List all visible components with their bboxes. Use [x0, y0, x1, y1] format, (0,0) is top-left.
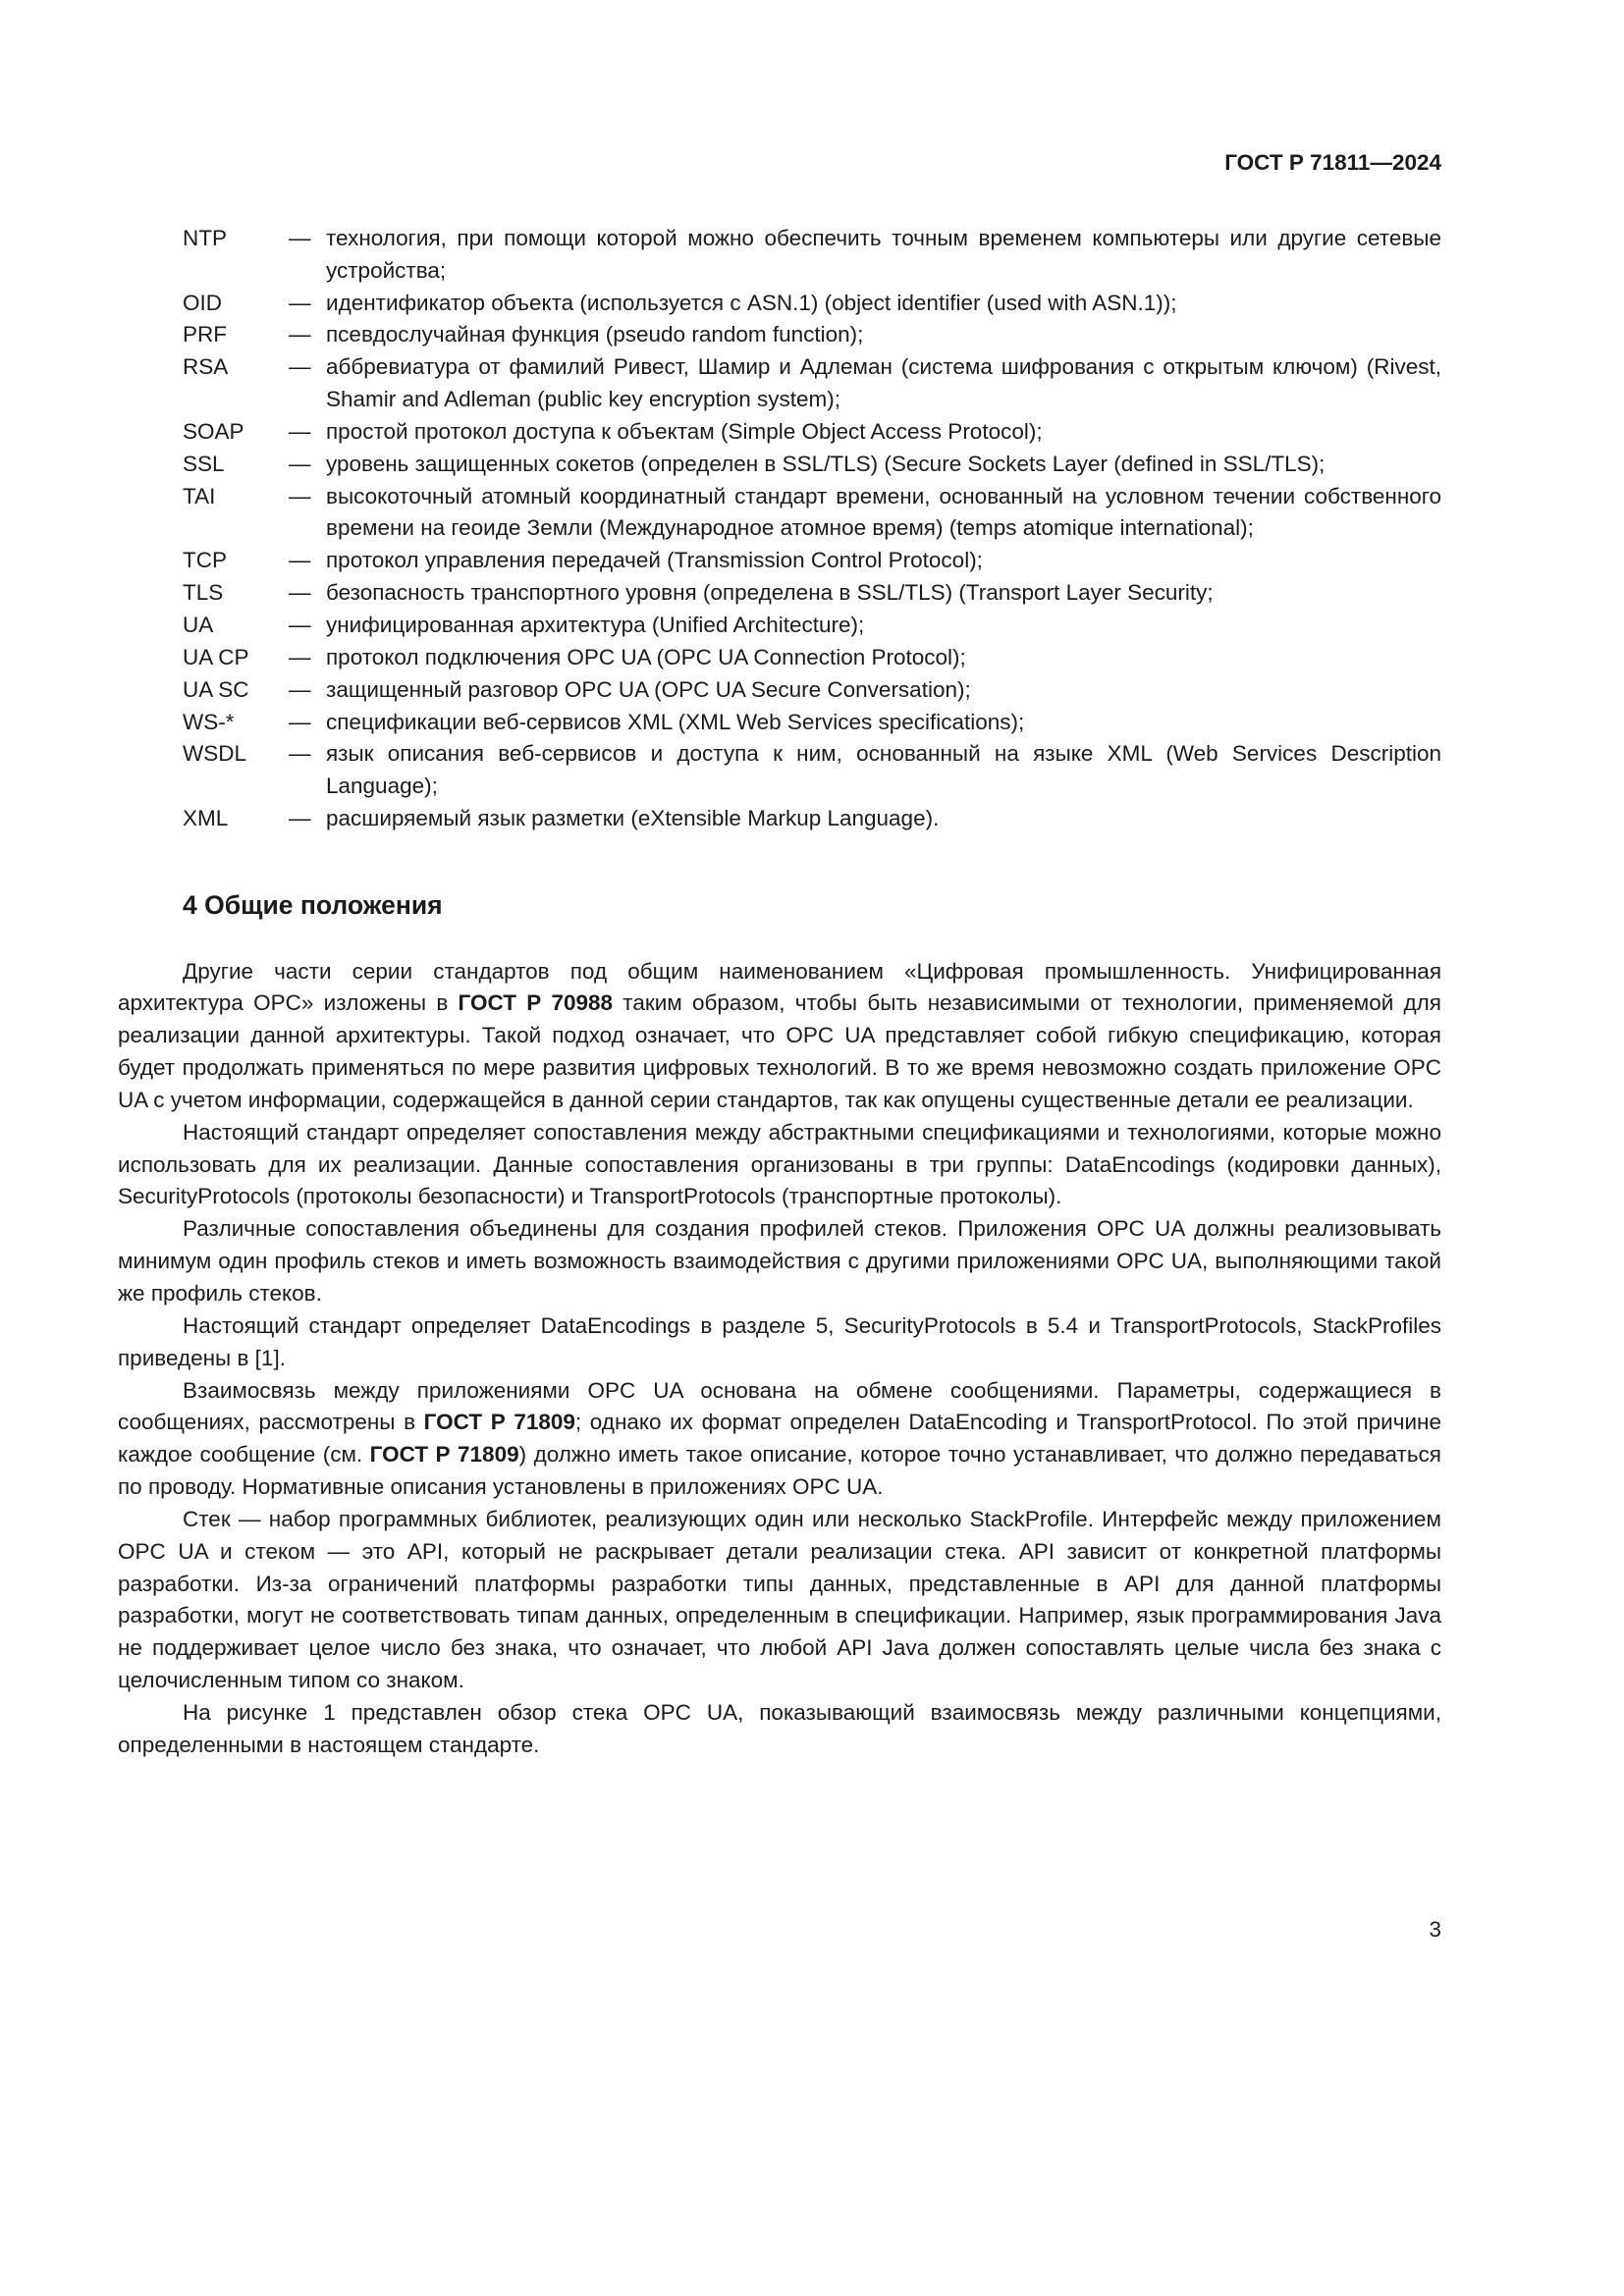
section-heading: 4 Общие положения [183, 889, 443, 920]
abbreviation-row [118, 351, 1441, 416]
paragraph [118, 1375, 1441, 1504]
abbreviation-definition: простой протокол доступа к объектам (Simple Object Access Protocol); [326, 418, 1043, 444]
paragraph [118, 1697, 1441, 1762]
dash-separator: — [289, 612, 311, 637]
abbreviation-term: SOAP [183, 418, 244, 444]
abbreviation-definition: унифицированная архитектура (Unified Architecture); [326, 612, 865, 637]
abbreviation-row [118, 449, 1441, 481]
abbreviation-definition: язык описания веб-сервисов и доступа к ним, основанный на языке XML (Web Services Description Language); [326, 741, 1441, 799]
abbreviation-term: TAI [183, 483, 216, 508]
dash-separator: — [289, 290, 311, 315]
abbreviation-row [118, 738, 1441, 803]
abbreviation-row [118, 545, 1441, 577]
paragraph [118, 1117, 1441, 1214]
paragraph-text: ; однако их формат определен DataEncoding и TransportProtocol. По этой причине каждое сообщение (см. [118, 1410, 1441, 1468]
abbreviation-term: PRF [183, 322, 227, 347]
abbreviation-term: RSA [183, 354, 229, 380]
document-number: ГОСТ Р 71811—2024 [1224, 150, 1441, 175]
abbreviation-definition: спецификации веб-сервисов XML (XML Web Services specifications); [326, 709, 1025, 734]
dash-separator: — [289, 644, 311, 669]
abbreviation-term: UA [183, 612, 214, 637]
paragraph-text: ) должно иметь такое описание, которое точно устанавливает, что должно передаваться по проводу. Нормативные описания установлены в приложениях OPC UA. [118, 1442, 1441, 1500]
paragraphs [118, 956, 1441, 1762]
abbreviation-row [118, 416, 1441, 449]
abbreviation-definition: псевдослучайная функция (pseudo random function); [326, 322, 864, 347]
paragraph [118, 1310, 1441, 1375]
dash-separator: — [289, 354, 311, 380]
abbreviation-row [118, 674, 1441, 707]
standard-reference: ГОСТ Р 71809 [423, 1410, 575, 1435]
paragraph-text: Различные сопоставления объединены для создания профилей стеков. Приложения OPC UA должны реализовывать минимум один профиль стеков и иметь возможность взаимодействия с другими приложениями OPC UA, выполняющими такой же профиль стеков. [118, 1216, 1441, 1306]
dash-separator: — [289, 548, 311, 573]
abbreviation-term: SSL [183, 451, 225, 476]
abbreviation-definition: расширяемый язык разметки (eXtensible Markup Language). [326, 806, 940, 831]
abbreviation-term: XML [183, 806, 229, 831]
abbreviation-row [118, 707, 1441, 739]
dash-separator: — [289, 709, 311, 734]
abbreviation-term: UA CP [183, 644, 249, 669]
abbreviation-definition: уровень защищенных сокетов (определен в SSL/TLS) (Secure Sockets Layer (defined in SSL/TLS); [326, 451, 1326, 476]
paragraph [118, 1504, 1441, 1697]
abbreviation-definition: идентификатор объекта (используется с ASN.1) (object identifier (used with ASN.1)); [326, 290, 1177, 315]
dash-separator: — [289, 676, 311, 702]
abbreviation-row [118, 223, 1441, 288]
abbreviation-term: TLS [183, 580, 224, 606]
paragraph-text: Взаимосвязь между приложениями OPC UA основана на обмене сообщениями. Параметры, содержащиеся в сообщениях, рассмотрены в [118, 1377, 1441, 1435]
paragraph [118, 956, 1441, 1117]
standard-reference: ГОСТ Р 71809 [369, 1442, 519, 1468]
paragraph-text: Настоящий стандарт определяет сопоставления между абстрактными спецификациями и технологиями, которые можно использовать для их реализации. Данные сопоставления организованы в три группы: DataEncodings (кодировки данных), SecurityProtocols (протоколы безопасности) и TransportProtocols (транспортные протоколы). [118, 1119, 1441, 1209]
dash-separator: — [289, 451, 311, 476]
abbreviation-row [118, 319, 1441, 351]
dash-separator: — [289, 806, 311, 831]
standard-reference: ГОСТ Р 70988 [458, 990, 614, 1016]
abbreviation-definition: протокол подключения OPC UA (OPC UA Connection Protocol); [326, 644, 966, 669]
abbreviation-definition: высокоточный атомный координатный стандарт времени, основанный на условном течении собственного времени на геоиде Земли (Международное атомное время) (temps atomique international); [326, 483, 1441, 541]
abbreviation-row [118, 288, 1441, 320]
paragraph-text: На рисунке 1 представлен обзор стека OPC UA, показывающий взаимосвязь между различными концепциями, определенными в настоящем стандарте. [118, 1699, 1441, 1757]
abbreviation-row [118, 642, 1441, 674]
dash-separator: — [289, 418, 311, 444]
abbreviation-row [118, 803, 1441, 835]
paragraph-text: Другие части серии стандартов под общим наименованием «Цифровая промышленность. Унифицированная архитектура OPC» изложены в [118, 958, 1441, 1016]
dash-separator: — [289, 225, 311, 250]
abbreviation-definition: безопасность транспортного уровня (определена в SSL/TLS) (Transport Layer Security; [326, 580, 1214, 606]
abbreviation-row [118, 577, 1441, 610]
abbreviation-definition: защищенный разговор OPC UA (OPC UA Secure Conversation); [326, 676, 971, 702]
dash-separator: — [289, 580, 311, 606]
paragraph [118, 1213, 1441, 1310]
paragraph-text: Стек — набор программных библиотек, реализующих один или несколько StackProfile. Интерфейс между приложением OPC UA и стеком — это API, который не раскрывает детали реализации стека. API зависит от конкретной платформы разработки. Из-за ограничений платформы разработки типы данных, представленные в API для данной платформы разработки, могут не соответствовать типам данных, определенным в спецификации. Например, язык программирования Java не поддерживает целое число без знака, что означает, что любой API Java должен сопоставлять целые числа без знака с целочисленным типом со знаком. [118, 1506, 1441, 1693]
abbreviation-term: TCP [183, 548, 227, 573]
abbreviation-definition: протокол управления передачей (Transmission Control Protocol); [326, 548, 983, 573]
abbreviation-term: NTP [183, 225, 227, 250]
abbreviation-row [118, 481, 1441, 546]
dash-separator: — [289, 483, 311, 508]
abbreviation-row [118, 610, 1441, 642]
abbreviation-list [118, 223, 1441, 835]
page-number: 3 [1429, 1917, 1441, 1942]
abbreviation-term: WS-* [183, 709, 235, 734]
paragraph-text: таким образом, чтобы быть независимыми от технологии, применяемой для реализации данной архитектуры. Такой подход означает, что OPC UA представляет собой гибкую спецификацию, которая будет продолжать применяться по мере развития цифровых технологий. В то же время невозможно создать приложение OPC UA с учетом информации, содержащейся в данной серии стандартов, так как опущены существенные детали ее реализации. [118, 990, 1441, 1112]
abbreviation-term: OID [183, 290, 223, 315]
paragraph-text: Настоящий стандарт определяет DataEncodings в разделе 5, SecurityProtocols в 5.4 и TransportProtocols, StackProfiles приведены в [1]. [118, 1312, 1441, 1370]
dash-separator: — [289, 322, 311, 347]
page-content [118, 147, 1441, 1762]
abbreviation-term: UA SC [183, 676, 249, 702]
dash-separator: — [289, 741, 311, 767]
abbreviation-definition: аббревиатура от фамилий Ривест, Шамир и Адлеман (система шифрования с открытым ключом) (Rivest, Shamir and Adleman (public key encryption system); [326, 354, 1441, 412]
abbreviation-definition: технология, при помощи которой можно обеспечить точным временем компьютеры или другие сетевые устройства; [326, 225, 1441, 283]
abbreviation-term: WSDL [183, 741, 247, 767]
